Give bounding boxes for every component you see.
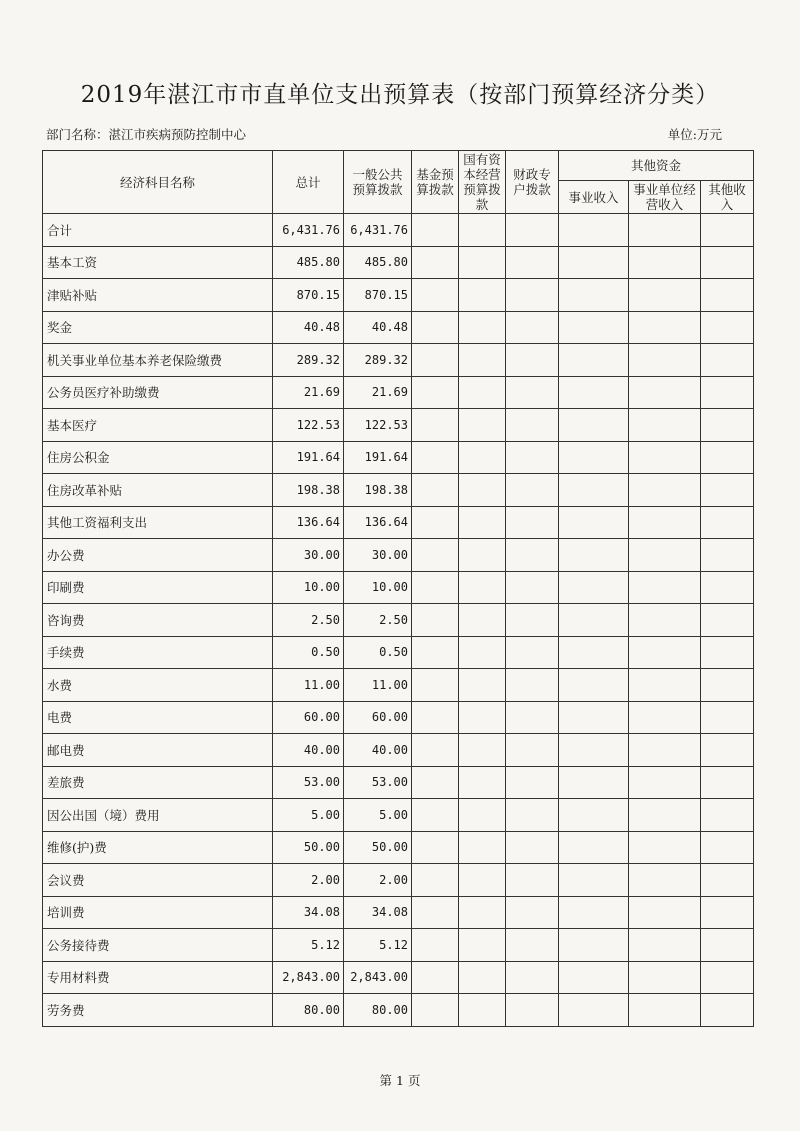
row-state [459, 311, 506, 344]
row-total: 53.00 [273, 766, 344, 799]
row-general: 30.00 [344, 539, 412, 572]
row-special [506, 669, 559, 702]
row-state [459, 539, 506, 572]
table-row [43, 636, 754, 669]
row-general: 0.50 [344, 636, 412, 669]
row-special [506, 636, 559, 669]
row-fund [412, 961, 459, 994]
row-total: 2.50 [273, 604, 344, 637]
table-body [43, 214, 754, 1027]
row-fund [412, 929, 459, 962]
row-general: 191.64 [344, 441, 412, 474]
header-total: 总计 [273, 151, 344, 214]
row-other-operating [629, 376, 701, 409]
row-other-operating [629, 831, 701, 864]
row-special [506, 214, 559, 247]
row-state [459, 409, 506, 442]
row-state [459, 831, 506, 864]
row-special [506, 734, 559, 767]
row-other-operating [629, 246, 701, 279]
row-other-operating [629, 539, 701, 572]
row-state [459, 864, 506, 897]
row-state [459, 994, 506, 1027]
row-other-operating [629, 409, 701, 442]
row-general: 21.69 [344, 376, 412, 409]
row-special [506, 604, 559, 637]
row-other-misc [701, 571, 754, 604]
row-other-misc [701, 214, 754, 247]
row-fund [412, 409, 459, 442]
row-general: 5.12 [344, 929, 412, 962]
row-other-business [559, 441, 629, 474]
row-state [459, 701, 506, 734]
row-other-operating [629, 344, 701, 377]
row-other-operating [629, 799, 701, 832]
row-other-business [559, 669, 629, 702]
row-other-business [559, 896, 629, 929]
row-fund [412, 279, 459, 312]
row-special [506, 831, 559, 864]
row-name: 基本医疗 [43, 409, 273, 442]
row-other-business [559, 961, 629, 994]
row-general: 5.00 [344, 799, 412, 832]
row-name: 劳务费 [43, 994, 273, 1027]
row-other-business [559, 246, 629, 279]
row-other-operating [629, 734, 701, 767]
row-total: 10.00 [273, 571, 344, 604]
row-general: 40.00 [344, 734, 412, 767]
row-total: 60.00 [273, 701, 344, 734]
table-row [43, 409, 754, 442]
row-other-business [559, 214, 629, 247]
row-special [506, 441, 559, 474]
row-state [459, 929, 506, 962]
row-state [459, 896, 506, 929]
row-general: 53.00 [344, 766, 412, 799]
table-row [43, 604, 754, 637]
row-name: 咨询费 [43, 604, 273, 637]
row-total: 5.12 [273, 929, 344, 962]
row-special [506, 701, 559, 734]
row-state [459, 376, 506, 409]
row-total: 136.64 [273, 506, 344, 539]
row-total: 21.69 [273, 376, 344, 409]
row-total: 40.00 [273, 734, 344, 767]
table-row [43, 864, 754, 897]
row-other-operating [629, 701, 701, 734]
row-other-operating [629, 604, 701, 637]
row-fund [412, 669, 459, 702]
row-general: 136.64 [344, 506, 412, 539]
row-special [506, 506, 559, 539]
row-name: 基本工资 [43, 246, 273, 279]
row-special [506, 311, 559, 344]
row-name: 公务接待费 [43, 929, 273, 962]
row-other-business [559, 831, 629, 864]
table-row [43, 539, 754, 572]
row-other-business [559, 311, 629, 344]
row-other-misc [701, 311, 754, 344]
table-row [43, 571, 754, 604]
row-special [506, 246, 559, 279]
row-name: 机关事业单位基本养老保险缴费 [43, 344, 273, 377]
row-special [506, 929, 559, 962]
row-special [506, 376, 559, 409]
row-name: 电费 [43, 701, 273, 734]
row-state [459, 474, 506, 507]
row-other-business [559, 734, 629, 767]
row-name: 公务员医疗补助缴费 [43, 376, 273, 409]
row-fund [412, 506, 459, 539]
row-general: 289.32 [344, 344, 412, 377]
row-general: 6,431.76 [344, 214, 412, 247]
row-other-misc [701, 701, 754, 734]
page-title: 2019年湛江市市直单位支出预算表（按部门预算经济分类） [80, 82, 720, 108]
row-other-misc [701, 734, 754, 767]
row-fund [412, 994, 459, 1027]
row-special [506, 766, 559, 799]
row-other-misc [701, 279, 754, 312]
department-name: 部门名称：湛江市疾病预防控制中心 [46, 127, 247, 142]
row-other-misc [701, 766, 754, 799]
row-other-operating [629, 214, 701, 247]
row-state [459, 604, 506, 637]
row-state [459, 571, 506, 604]
row-name: 水费 [43, 669, 273, 702]
row-other-operating [629, 961, 701, 994]
row-other-misc [701, 961, 754, 994]
row-total: 0.50 [273, 636, 344, 669]
row-general: 2.50 [344, 604, 412, 637]
row-fund [412, 831, 459, 864]
header-general: 一般公共 预算拨款 [344, 151, 412, 214]
page-number: 第 1 页 [379, 1073, 421, 1088]
table-row [43, 734, 754, 767]
row-other-operating [629, 571, 701, 604]
row-fund [412, 864, 459, 897]
row-total: 50.00 [273, 831, 344, 864]
row-other-business [559, 766, 629, 799]
table-row [43, 766, 754, 799]
row-state [459, 214, 506, 247]
row-other-operating [629, 311, 701, 344]
row-total: 6,431.76 [273, 214, 344, 247]
row-name: 住房公积金 [43, 441, 273, 474]
row-general: 122.53 [344, 409, 412, 442]
row-name: 合计 [43, 214, 273, 247]
header-name: 经济科目名称 [43, 151, 273, 214]
table-row [43, 474, 754, 507]
row-name: 办公费 [43, 539, 273, 572]
header-other-operating: 事业单位经 营收入 [629, 181, 701, 214]
header-state: 国有资 本经营 预算拨 款 [459, 151, 506, 214]
table-row [43, 799, 754, 832]
row-general: 198.38 [344, 474, 412, 507]
table-row [43, 701, 754, 734]
table-row [43, 441, 754, 474]
row-other-operating [629, 864, 701, 897]
row-other-misc [701, 799, 754, 832]
row-other-business [559, 864, 629, 897]
row-other-misc [701, 376, 754, 409]
row-other-operating [629, 636, 701, 669]
row-general: 485.80 [344, 246, 412, 279]
header-other: 其他资金 [559, 151, 754, 181]
row-other-business [559, 279, 629, 312]
row-fund [412, 571, 459, 604]
row-general: 34.08 [344, 896, 412, 929]
row-state [459, 636, 506, 669]
row-fund [412, 344, 459, 377]
row-special [506, 896, 559, 929]
row-name: 邮电费 [43, 734, 273, 767]
row-name: 培训费 [43, 896, 273, 929]
row-fund [412, 766, 459, 799]
row-other-misc [701, 864, 754, 897]
row-special [506, 799, 559, 832]
row-total: 198.38 [273, 474, 344, 507]
row-general: 10.00 [344, 571, 412, 604]
row-general: 60.00 [344, 701, 412, 734]
row-total: 289.32 [273, 344, 344, 377]
row-general: 50.00 [344, 831, 412, 864]
row-other-operating [629, 669, 701, 702]
row-fund [412, 539, 459, 572]
row-fund [412, 214, 459, 247]
table-row [43, 506, 754, 539]
row-other-misc [701, 831, 754, 864]
row-total: 5.00 [273, 799, 344, 832]
row-other-business [559, 636, 629, 669]
row-total: 11.00 [273, 669, 344, 702]
row-state [459, 506, 506, 539]
row-other-misc [701, 506, 754, 539]
row-special [506, 474, 559, 507]
row-total: 2,843.00 [273, 961, 344, 994]
row-fund [412, 246, 459, 279]
row-other-misc [701, 636, 754, 669]
row-other-misc [701, 344, 754, 377]
row-total: 40.48 [273, 311, 344, 344]
row-special [506, 961, 559, 994]
row-state [459, 961, 506, 994]
row-total: 34.08 [273, 896, 344, 929]
row-state [459, 279, 506, 312]
row-total: 30.00 [273, 539, 344, 572]
row-other-misc [701, 441, 754, 474]
row-state [459, 799, 506, 832]
table-row [43, 831, 754, 864]
row-special [506, 539, 559, 572]
row-other-misc [701, 409, 754, 442]
header-special: 财政专 户拨款 [506, 151, 559, 214]
row-fund [412, 474, 459, 507]
row-general: 2,843.00 [344, 961, 412, 994]
row-other-business [559, 506, 629, 539]
table-row [43, 214, 754, 247]
row-fund [412, 701, 459, 734]
row-total: 122.53 [273, 409, 344, 442]
table-row [43, 669, 754, 702]
row-other-operating [629, 896, 701, 929]
row-other-operating [629, 279, 701, 312]
row-name: 住房改革补贴 [43, 474, 273, 507]
row-other-business [559, 344, 629, 377]
row-other-operating [629, 766, 701, 799]
row-special [506, 279, 559, 312]
header-fund: 基金预 算拨款 [412, 151, 459, 214]
row-other-business [559, 539, 629, 572]
row-state [459, 766, 506, 799]
row-other-misc [701, 474, 754, 507]
row-name: 手续费 [43, 636, 273, 669]
table-row [43, 896, 754, 929]
row-fund [412, 604, 459, 637]
row-other-business [559, 474, 629, 507]
row-name: 差旅费 [43, 766, 273, 799]
row-other-business [559, 571, 629, 604]
row-special [506, 344, 559, 377]
row-fund [412, 734, 459, 767]
row-other-operating [629, 474, 701, 507]
row-other-operating [629, 994, 701, 1027]
row-total: 485.80 [273, 246, 344, 279]
row-other-operating [629, 929, 701, 962]
row-total: 2.00 [273, 864, 344, 897]
table-row [43, 376, 754, 409]
row-total: 191.64 [273, 441, 344, 474]
row-other-business [559, 604, 629, 637]
row-other-operating [629, 506, 701, 539]
row-other-misc [701, 604, 754, 637]
row-name: 因公出国（境）费用 [43, 799, 273, 832]
table-row [43, 961, 754, 994]
row-fund [412, 896, 459, 929]
row-state [459, 246, 506, 279]
row-name: 印刷费 [43, 571, 273, 604]
row-fund [412, 799, 459, 832]
table-row [43, 929, 754, 962]
row-other-misc [701, 539, 754, 572]
row-name: 其他工资福利支出 [43, 506, 273, 539]
row-state [459, 734, 506, 767]
row-other-misc [701, 896, 754, 929]
unit-label: 单位:万元 [667, 127, 722, 142]
row-total: 870.15 [273, 279, 344, 312]
row-other-misc [701, 246, 754, 279]
row-other-misc [701, 994, 754, 1027]
header-other-misc: 其他收 入 [701, 181, 754, 214]
row-state [459, 669, 506, 702]
table-row [43, 246, 754, 279]
row-other-business [559, 929, 629, 962]
row-general: 2.00 [344, 864, 412, 897]
row-name: 津贴补贴 [43, 279, 273, 312]
budget-table [42, 150, 754, 1027]
row-general: 870.15 [344, 279, 412, 312]
row-fund [412, 311, 459, 344]
row-special [506, 409, 559, 442]
row-special [506, 864, 559, 897]
row-total: 80.00 [273, 994, 344, 1027]
row-other-business [559, 994, 629, 1027]
table-row [43, 279, 754, 312]
row-other-business [559, 799, 629, 832]
row-general: 40.48 [344, 311, 412, 344]
row-fund [412, 376, 459, 409]
row-name: 奖金 [43, 311, 273, 344]
row-other-misc [701, 929, 754, 962]
table-row [43, 994, 754, 1027]
row-other-business [559, 376, 629, 409]
row-name: 专用材料费 [43, 961, 273, 994]
row-other-operating [629, 441, 701, 474]
header-other-business: 事业收入 [559, 181, 629, 214]
row-other-misc [701, 669, 754, 702]
row-fund [412, 441, 459, 474]
row-name: 维修(护)费 [43, 831, 273, 864]
table-row [43, 311, 754, 344]
row-special [506, 571, 559, 604]
row-name: 会议费 [43, 864, 273, 897]
row-state [459, 344, 506, 377]
row-general: 80.00 [344, 994, 412, 1027]
row-special [506, 994, 559, 1027]
table-row [43, 344, 754, 377]
row-other-business [559, 409, 629, 442]
row-other-business [559, 701, 629, 734]
row-general: 11.00 [344, 669, 412, 702]
row-fund [412, 636, 459, 669]
row-state [459, 441, 506, 474]
